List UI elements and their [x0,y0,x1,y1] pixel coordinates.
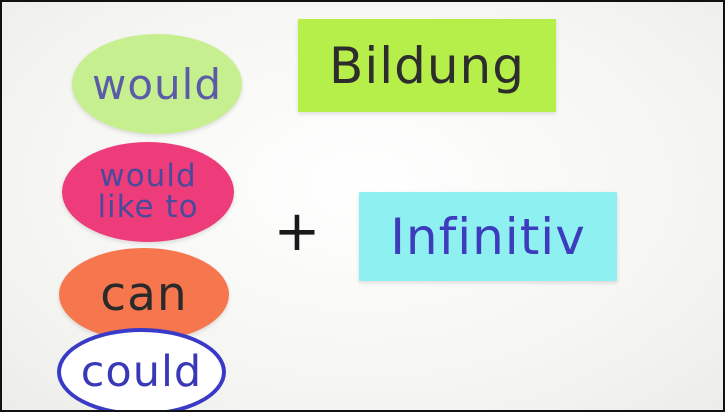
could-oval [57,328,226,412]
infinitiv-card [359,192,617,281]
would-like-to-line-2: like to [97,189,199,225]
would-like-to-oval [62,142,234,242]
would-label: would [92,59,222,109]
would-oval [72,34,242,134]
plus-sign: + [273,199,321,264]
infinitiv-label: Infinitiv [390,207,586,266]
would-like-to-line-1: would [99,158,197,194]
bildung-card [298,19,556,112]
bildung-label: Bildung [329,36,525,95]
can-label: can [100,267,188,322]
could-label: could [80,347,203,397]
